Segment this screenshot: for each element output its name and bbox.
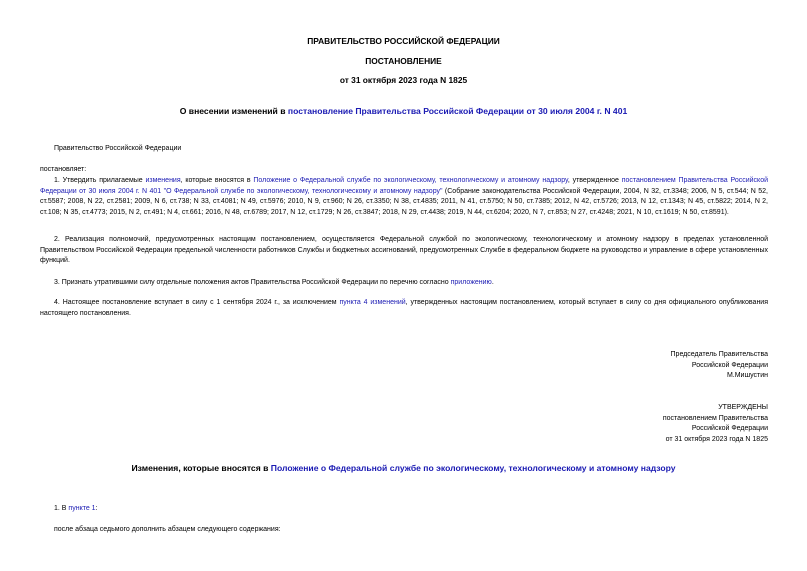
paragraph-1 (40, 176, 768, 218)
p1-text-3: , утвержденное (567, 177, 622, 184)
approved-label: УТВЕРЖДЕНЫ (718, 404, 768, 411)
decides-line: постановляет: (40, 166, 87, 173)
p3-text-1: 3. Признать утратившими силу отдельные положения актов Правительства Российской Федерации по перечню согласно (54, 279, 451, 286)
changes-title-prefix: Изменения, которые вносятся в (131, 463, 271, 473)
item-1-link[interactable]: пункте 1 (68, 505, 96, 512)
change-item-1-text: после абзаца седьмого дополнить абзацем следующего содержания: (54, 526, 281, 533)
p1-text-1: 1. Утвердить прилагаемые (54, 177, 146, 184)
document-title (0, 106, 807, 116)
p4-text-1: 4. Настоящее постановление вступает в силу с 1 сентября 2024 г., за исключением (54, 299, 340, 306)
signature-name: М.Мишустин (726, 372, 768, 380)
signature-block (468, 350, 768, 382)
signature-title: Председатель Правительства (670, 351, 768, 358)
changes-link[interactable]: изменения (145, 177, 181, 184)
document-title-prefix: О внесении изменений в (179, 106, 288, 116)
paragraph-3 (40, 278, 768, 289)
approved-block (468, 403, 768, 445)
change-item-1 (54, 504, 98, 515)
change-item-1-prefix: 1. В (54, 505, 69, 512)
issuer-line: Правительство Российской Федерации (54, 145, 182, 152)
item-4-changes-link[interactable]: пункта 4 изменений (339, 299, 406, 306)
document-date-number: от 31 октября 2023 года N 1825 (339, 75, 468, 85)
paragraph-4 (40, 298, 768, 319)
document-type: ПОСТАНОВЛЕНИЕ (365, 56, 442, 66)
signature-country: Российской Федерации (691, 361, 768, 369)
p2-text: 2. Реализация полномочий, предусмотренных настоящим постановлением, осуществляется Федеральной службой по экологическому, технологическому и атомному надзору в пределах установленной Правительством Российской Федерации предельной численности работников Службы и бюджетных ассигнований, предусмотренных Службе в федеральном бюджете на руководство и управление в сфере установленных функций. (40, 236, 768, 265)
decree-401-full-link[interactable]: постановлением Правительства Российской Федерации от 30 июля 2004 г. N 401 "О Федеральной службе по экологическому, технологическому и атомному надзору" (40, 177, 768, 195)
regulation-link[interactable]: Положение о Федеральной службе по экологическому, технологическому и атомному надзору (253, 177, 568, 184)
paragraph-2 (40, 235, 768, 267)
changes-regulation-link[interactable]: Положение о Федеральной службе по экологическому, технологическому и атомному надзору (270, 463, 676, 473)
government-heading: ПРАВИТЕЛЬСТВО РОССИЙСКОЙ ФЕДЕРАЦИИ (307, 36, 500, 46)
p3-text-2: . (491, 279, 494, 286)
decree-401-link[interactable]: постановление Правительства Российской Федерации от 30 июля 2004 г. N 401 (287, 106, 628, 116)
approved-line-1: постановлением Правительства (662, 414, 768, 422)
approved-line-2: Российской Федерации (691, 425, 768, 433)
p4-text-2: , утвержденных настоящим постановлением, который вступает в силу со дня официального опубликования настоящего постановления. (40, 299, 769, 317)
p1-text-2: , которые вносятся в (180, 177, 254, 184)
appendix-link[interactable]: приложению (450, 279, 492, 286)
p1-text-4: (Собрание законодательства Российской Федерации, 2004, N 32, ст.3348; 2006, N 5, ст.544; N 52, ст.5587; 2008, N 22, ст.2581; 2009, N 6, ст.738; N 33, ст.4081; N 49, ст.5976; 2010, N 9, ст.960; N 26, ст.3350; N 38, ст.4835; 2011, N 41, ст.5750; N 50, ст.7385; 2012, N 42, ст.5726; 2013, N 12, ст.1343; N 45, ст.5822; 2014, N 2, ст.108; N 35, ст.4773; 2015, N 2, ст.491; N 4, ст.661; 2016, N 48, ст.6789; 2017, N 12, ст.1729; N 26, ст.3847; 2018, N 29, ст.4438; 2019, N 44, ст.6204; 2020, N 7, ст.853; N 27, ст.4248; 2021, N 10, ст.1619; N 50, ст.8591). (40, 187, 769, 216)
change-item-1-suffix: : (95, 505, 98, 512)
changes-title (0, 463, 807, 473)
approved-line-3: от 31 октября 2023 года N 1825 (665, 435, 768, 443)
